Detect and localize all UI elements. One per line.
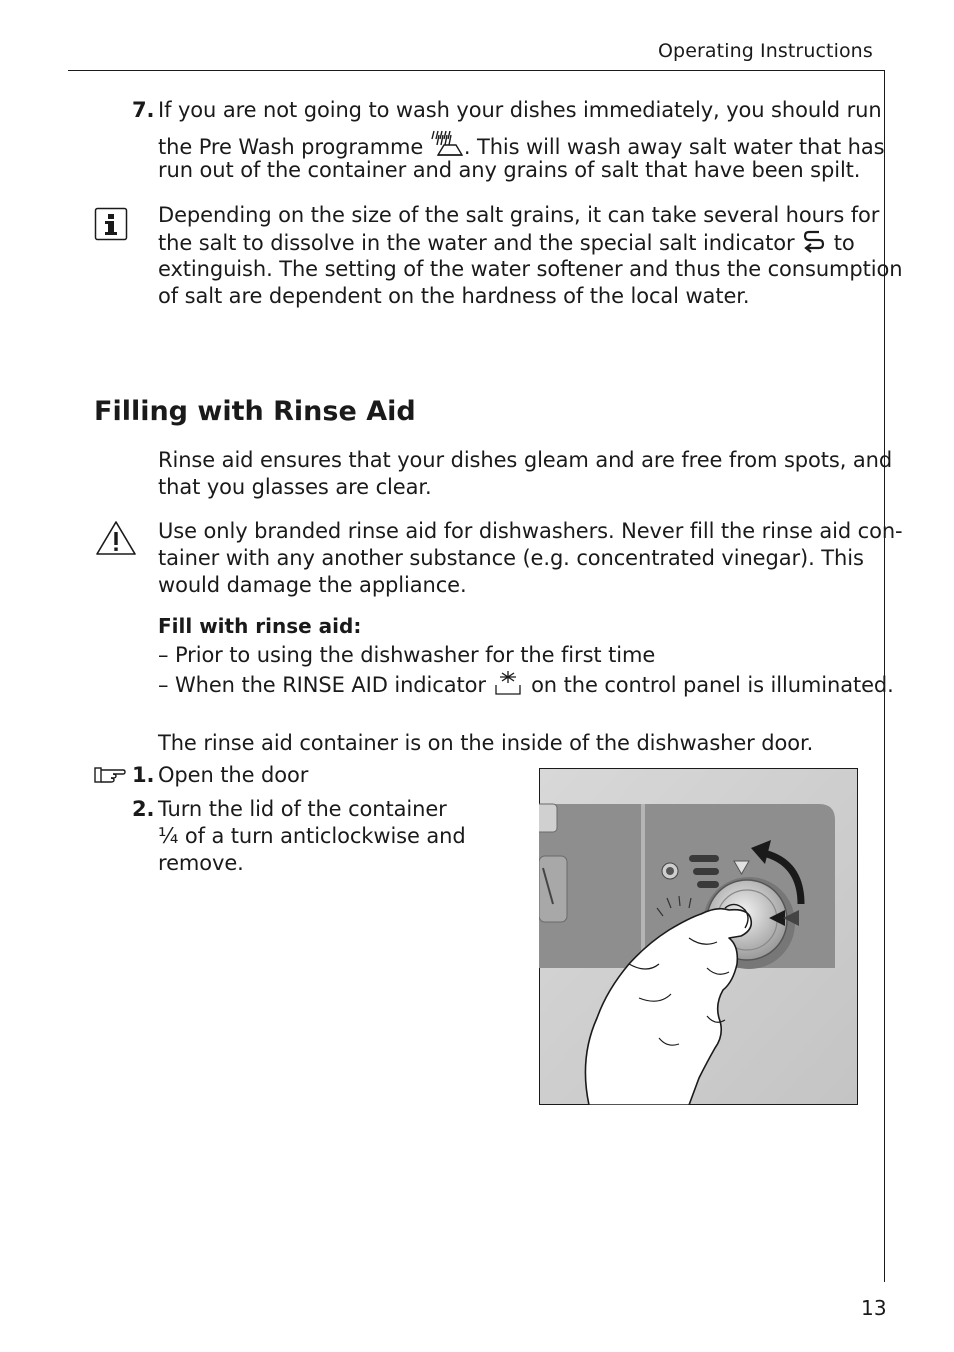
- warning-icon: [94, 519, 138, 561]
- warning-line-1: Use only branded rinse aid for dishwashers. Never fill the rinse aid con-: [158, 519, 903, 543]
- rinse-aid-indicator-icon: [492, 669, 524, 704]
- fill-item-2: [158, 669, 894, 704]
- fill-item-1: – Prior to using the dishwasher for the first time: [158, 643, 656, 667]
- info-line-4: of salt are dependent on the hardness of the local water.: [158, 284, 750, 308]
- fill-label: Fill with rinse aid:: [158, 614, 362, 638]
- step-1-number: 1.: [132, 763, 155, 787]
- fill-item-2-after: on the control panel is illuminated.: [531, 673, 894, 697]
- step-1-text: Open the door: [158, 763, 309, 787]
- section-title: Filling with Rinse Aid: [94, 396, 416, 427]
- header-title: Operating Instructions: [658, 40, 873, 62]
- section-intro-line-1: Rinse aid ensures that your dishes gleam and are free from spots, and: [158, 448, 893, 472]
- hand-pointer-icon: [93, 765, 127, 789]
- step-2-line-3: remove.: [158, 851, 244, 875]
- step-7-line-1: If you are not going to wash your dishes immediately, you should run: [158, 98, 882, 122]
- info-line-3: extinguish. The setting of the water softener and thus the consumption: [158, 257, 903, 281]
- page-number: 13: [861, 1296, 887, 1320]
- step-2-line-2: ¼ of a turn anticlockwise and: [158, 824, 466, 848]
- step-7-number: 7.: [132, 98, 155, 122]
- info-line-2-before: the salt to dissolve in the water and the special salt indicator: [158, 231, 795, 255]
- warning-line-3: would damage the appliance.: [158, 573, 467, 597]
- step-7-line-2-before: the Pre Wash programme: [158, 135, 424, 159]
- rinse-aid-illustration: [539, 768, 858, 1105]
- step-2-line-1: Turn the lid of the container: [158, 797, 447, 821]
- info-icon: [94, 207, 128, 245]
- info-line-2-after: to: [833, 231, 855, 255]
- warning-line-2: tainer with any another substance (e.g. concentrated vinegar). This: [158, 546, 864, 570]
- step-7-line-2-after: . This will wash away salt water that has: [463, 135, 885, 159]
- info-line-1: Depending on the size of the salt grains, it can take several hours for: [158, 203, 880, 227]
- fill-location: The rinse aid container is on the inside of the dishwasher door.: [158, 731, 814, 755]
- header-rule: [68, 70, 885, 71]
- section-intro-line-2: that you glasses are clear.: [158, 475, 432, 499]
- step-2-number: 2.: [132, 797, 155, 821]
- fill-item-2-before: – When the RINSE AID indicator: [158, 673, 486, 697]
- step-7-line-3: run out of the container and any grains of salt that have been spilt.: [158, 158, 861, 182]
